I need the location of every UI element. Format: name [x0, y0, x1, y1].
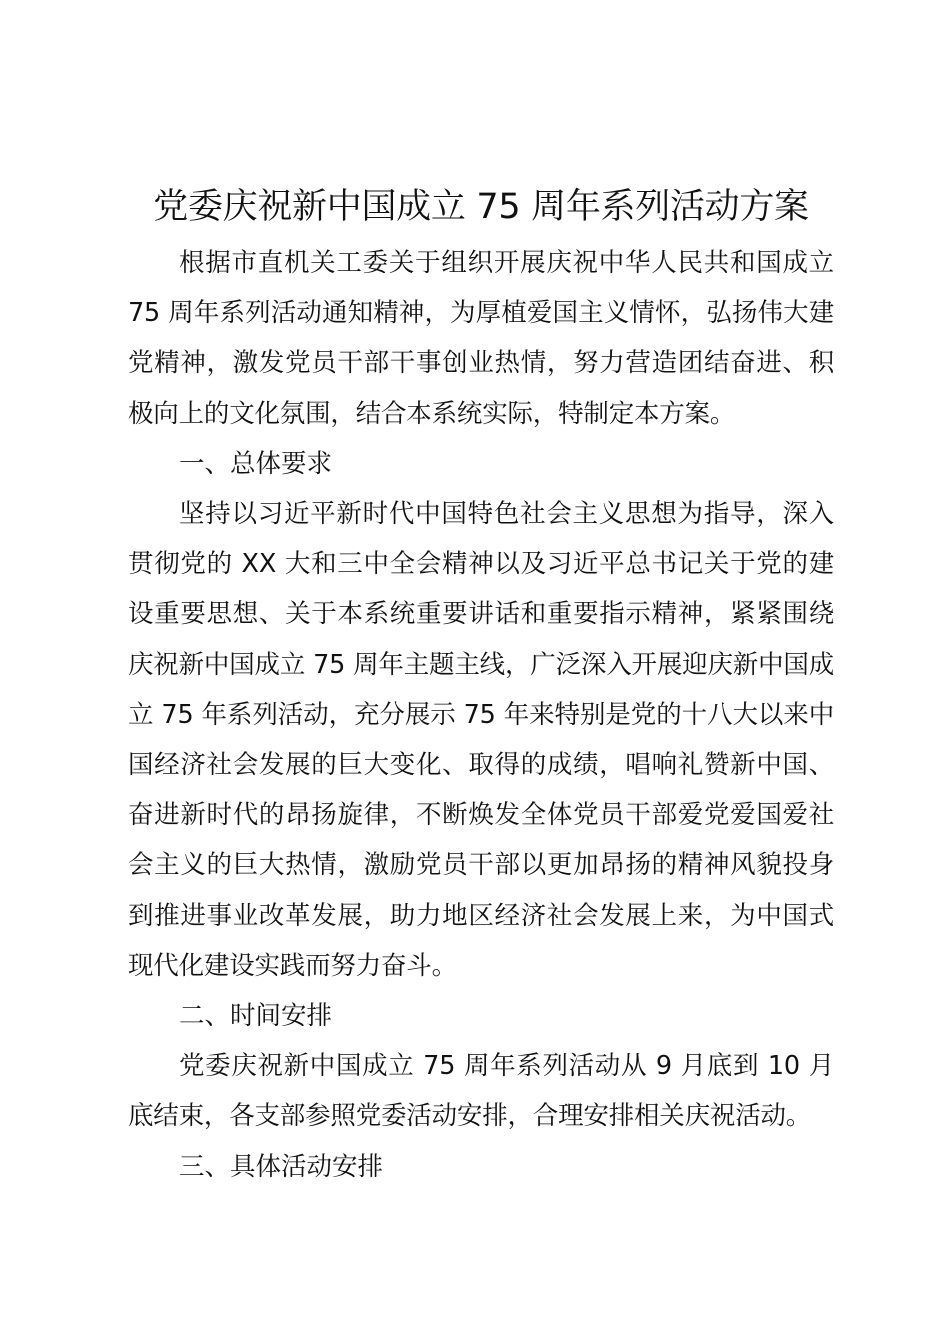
- document-content: [128, 176, 834, 1192]
- schedule-paragraph: 党委庆祝新中国成立 75 周年系列活动从 9 月底到 10 月底结束，各支部参照党委活动安排，合理安排相关庆祝活动。: [128, 1051, 834, 1132]
- section-heading-general-requirements: 一、总体要求: [179, 448, 333, 479]
- general-requirements-paragraph: 坚持以习近平新时代中国特色社会主义思想为指导，深入贯彻党的 XX 大和三中全会精神以及习近平总书记关于党的建设重要思想、关于本系统重要讲话和重要指示精神，紧紧围绕庆祝新中国成立 75 周年主题主线，广泛深入开展迎庆新中国成立 75 年系列活动，充分展示 75 年来特别是党的十八大以来中国经济社会发展的巨大变化、取得的成绩，唱响礼赞新中国、奋进新时代的昂扬旋律，不断焕发全体党员干部爱党爱国爱社会主义的巨大热情，激励党员干部以更加昂扬的精神风貌投身到推进事业改革发展，助力地区经济社会发展上来，为中国式现代化建设实践而努力奋斗。: [128, 499, 834, 981]
- section-heading-activity-arrangements: 三、具体活动安排: [179, 1151, 384, 1182]
- section-heading-schedule: 二、时间安排: [179, 1001, 333, 1032]
- document-title: 党委庆祝新中国成立 75 周年系列活动方案: [153, 187, 809, 227]
- intro-paragraph: 根据市直机关工委关于组织开展庆祝中华人民共和国成立 75 周年系列活动通知精神，为厚植爱国主义情怀，弘扬伟大建党精神，激发党员干部干事创业热情，努力营造团结奋进、积极向上的文化氛围，结合本系统实际，特制定本方案。: [128, 248, 834, 429]
